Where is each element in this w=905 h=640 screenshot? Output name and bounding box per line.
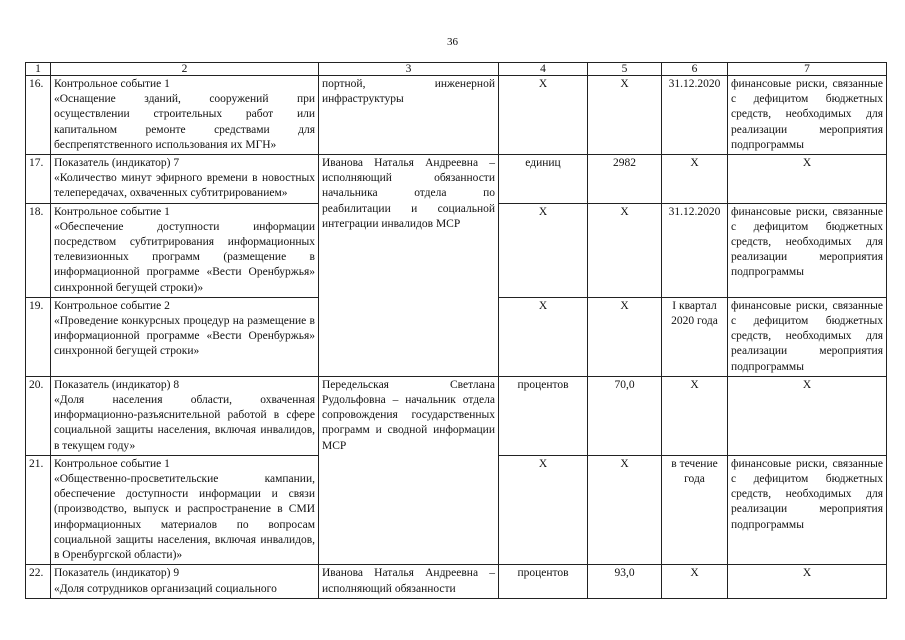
item-title: Контрольное событие 2 [54,299,170,312]
value-cell: Х [588,455,662,564]
value-cell: 70,0 [588,376,662,455]
term-cell: Х [662,155,728,204]
row-number: 21. [26,455,51,564]
item-description-cell [51,155,319,204]
item-description: «Оснащение зданий, сооружений при осуществлении строительных работ или капитальном ремонте средствами для беспрепятственного использования их МГН» [54,93,315,151]
term-cell: 31.12.2020 [662,203,728,297]
item-description-cell [51,76,319,155]
responsible-cell: портной, инженерной инфраструктуры [319,76,499,155]
table-row [26,565,887,598]
risks-cell: Х [728,565,887,598]
row-number: 19. [26,297,51,376]
column-header: 3 [319,63,499,76]
item-description-cell [51,203,319,297]
item-title: Контрольное событие 1 [54,78,170,90]
item-description: «Доля населения области, охваченная информационно-разъяснительной работой в сфере социальной защиты населения, включая инвалидов, в текущем году» [54,394,315,452]
column-header: 2 [51,63,319,76]
term-cell: Х [662,376,728,455]
responsible-cell: Иванова Наталья Андреевна – исполняющий обязанности [319,565,499,598]
term-cell: в течение года [662,455,728,564]
row-number: 20. [26,376,51,455]
item-title: Показатель (индикатор) 8 [54,378,180,391]
column-header: 5 [588,63,662,76]
item-description: «Общественно-просветительские кампании, обеспечение доступности информации и связи (производство, выпуск и распространение в СМИ информационных материалов по вопросам социальной защиты населения, включая инвалидов, в Оренбургской области)» [54,473,315,562]
row-number: 16. [26,76,51,155]
term-cell: Х [662,565,728,598]
column-header: 1 [26,63,51,76]
table-header-row [26,63,887,76]
item-title: Показатель (индикатор) 9 [54,567,180,580]
value-cell: 2982 [588,155,662,204]
program-table [25,62,887,599]
item-description-cell [51,455,319,564]
item-description: «Количество минут эфирного времени в новостных телепередачах, охваченных субтитрированием» [54,172,315,200]
risks-cell: финансовые риски, связанные с дефицитом бюджетных средств, необходимых для реализации мероприятия подпрограммы [728,297,887,376]
risks-cell: Х [728,376,887,455]
item-description: «Доля сотрудников организаций социального [54,582,277,595]
responsible-cell: Иванова Наталья Андреевна – исполняющий обязанности начальника отдела по реабилитации и социальной интеграции инвалидов МСР [319,155,499,377]
item-title: Контрольное событие 1 [54,205,170,218]
unit-cell: процентов [499,376,588,455]
item-description: «Обеспечение доступности информации посредством субтитрирования информационных телевизионных программ (размещение в информационной программе «Вести Оренбуржья» синхронной бегущей строки)» [54,220,315,294]
risks-cell: Х [728,155,887,204]
responsible-cell: Передельская Светлана Рудольфовна – начальник отдела сопровождения государственных программ и сводной информации МСР [319,376,499,564]
item-description-cell [51,565,319,598]
item-description-cell [51,297,319,376]
table-row [26,376,887,455]
risks-cell: финансовые риски, связанные с дефицитом бюджетных средств, необходимых для реализации мероприятия подпрограммы [728,203,887,297]
unit-cell: единиц [499,155,588,204]
page-number: 36 [447,36,458,48]
table-row [26,155,887,204]
row-number: 22. [26,565,51,598]
unit-cell: процентов [499,565,588,598]
column-header: 4 [499,63,588,76]
table-row [26,76,887,155]
row-number: 17. [26,155,51,204]
unit-cell: Х [499,203,588,297]
risks-cell: финансовые риски, связанные с дефицитом бюджетных средств, необходимых для реализации мероприятия подпрограммы [728,76,887,155]
item-description-cell [51,376,319,455]
value-cell: 93,0 [588,565,662,598]
unit-cell: Х [499,76,588,155]
unit-cell: Х [499,455,588,564]
item-title: Показатель (индикатор) 7 [54,157,180,170]
column-header: 7 [728,63,887,76]
column-header: 6 [662,63,728,76]
value-cell: Х [588,76,662,155]
risks-cell: финансовые риски, связанные с дефицитом бюджетных средств, необходимых для реализации мероприятия подпрограммы [728,455,887,564]
item-description: «Проведение конкурсных процедур на размещение в информационной программе «Вести Оренбуржья» синхронной бегущей строки» [54,315,315,358]
unit-cell: Х [499,297,588,376]
term-cell: I квартал 2020 года [662,297,728,376]
value-cell: Х [588,203,662,297]
value-cell: Х [588,297,662,376]
term-cell: 31.12.2020 [662,76,728,155]
row-number: 18. [26,203,51,297]
item-title: Контрольное событие 1 [54,457,170,470]
